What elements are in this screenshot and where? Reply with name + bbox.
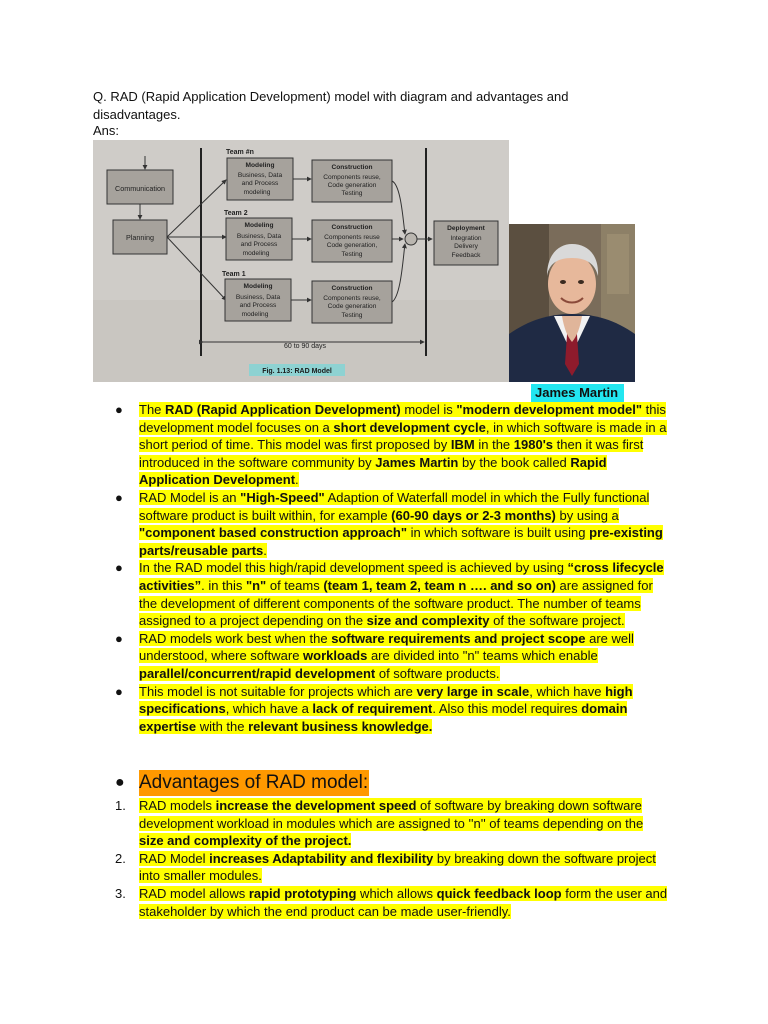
diagram-modeling-2-title: Modeling — [244, 222, 274, 229]
text-run: of the software project. — [489, 613, 625, 629]
advantages-list — [115, 797, 670, 920]
diagram-deployment-title: Deployment — [447, 225, 485, 232]
diagram-modeling-n-line2: and Process — [241, 180, 279, 187]
text-run: of software by breaking down software development workload in modules which are assigned to ''n'' of teams depending on the — [139, 798, 644, 831]
bold-text: very large in scale — [416, 683, 530, 699]
diagram-construction-n-line1: Components reuse, — [323, 174, 381, 181]
diagram-modeling-2-line3: modeling — [242, 250, 270, 257]
diagram-modeling-2-line1: Business, Data — [236, 233, 282, 240]
bullet-item — [115, 630, 670, 683]
text-run: then it was first introduced in the software community by — [139, 437, 644, 470]
text-run: . — [263, 542, 267, 558]
diagram-construction-n-line2: Code generation — [327, 182, 377, 189]
bold-text: domain expertise — [139, 701, 628, 734]
diagram-communication-label: Communication — [115, 184, 165, 193]
james-martin-portrait — [509, 224, 635, 382]
text-run: The — [139, 402, 166, 417]
rad-description-list — [115, 401, 670, 735]
bold-text: short development cycle — [333, 419, 486, 435]
text-run: are assigned for the development of different components of the software product. The number of teams assigned to a project depending on the — [139, 577, 653, 629]
text-run: by the book called — [458, 454, 571, 470]
text-run: RAD Model is an — [139, 489, 241, 505]
diagram-construction-2-title: Construction — [331, 224, 373, 231]
question-text: Q. RAD (Rapid Application Development) model with diagram and advantages and disadvantages. — [93, 89, 569, 122]
bullet-text — [139, 683, 670, 736]
diagram-construction-n-line3: Testing — [341, 190, 363, 197]
text-run: , which have a — [225, 701, 313, 717]
diagram-construction-n-title: Construction — [331, 164, 373, 171]
diagram-modeling-1-line2: and Process — [239, 302, 277, 309]
text-run: Adaption of Waterfall model in which the Fully functional software product is built within, for example — [139, 489, 650, 523]
diagram-deployment-line2: Delivery — [454, 243, 478, 250]
rad-model-diagram — [93, 140, 509, 382]
text-run: with the — [196, 718, 249, 734]
bullet-text — [139, 559, 670, 629]
bullet-item — [115, 683, 670, 736]
diagram-modeling-n-line1: Business, Data — [237, 172, 283, 179]
advantage-item — [115, 850, 670, 885]
bullet-item — [115, 489, 670, 559]
text-run: in the — [474, 437, 514, 453]
advantage-text — [139, 797, 670, 850]
text-run: model is — [400, 402, 457, 417]
advantage-text — [139, 850, 670, 885]
bold-text: software requirements and project scope — [331, 630, 586, 646]
diagram-construction-2-line2: Code generation, — [326, 242, 378, 249]
text-run: . Also this model requires — [432, 701, 582, 717]
bold-text: relevant business knowledge. — [248, 718, 433, 734]
text-run: , in which software is made in a short period of time. This model was first proposed by — [139, 419, 667, 453]
bold-text: size and complexity — [366, 613, 490, 629]
diagram-deployment-line1: Integration — [450, 235, 482, 242]
bold-text: Rapid Application Development — [139, 454, 607, 488]
bold-text: 1980's — [513, 437, 554, 453]
diagram-deployment-line3: Feedback — [451, 252, 481, 259]
text-run: of software products. — [375, 665, 500, 681]
advantages-title: Advantages of RAD model: — [139, 770, 369, 796]
advantage-item — [115, 885, 670, 920]
diagram-planning-label: Planning — [126, 233, 154, 242]
answer-label: Ans: — [93, 123, 120, 138]
diagram-modeling-1-title: Modeling — [243, 283, 273, 290]
diagram-team-2-label: Team 2 — [224, 210, 248, 217]
text-run: RAD models work best when the — [139, 630, 332, 646]
bold-text: “cross lifecycle activities” — [139, 560, 664, 593]
advantage-text — [139, 885, 670, 920]
diagram-modeling-n-line3: modeling — [243, 189, 271, 196]
bold-text: size and complexity of the project. — [139, 833, 352, 849]
bullet-marker-icon: ● — [115, 560, 123, 576]
bullet-item — [115, 401, 670, 489]
text-run: which allows — [356, 885, 437, 901]
diagram-modeling-1-line3: modeling — [241, 311, 269, 318]
bold-text: "n" — [245, 577, 267, 593]
text-run: form the user and stakeholder by which the end product can be made user-friendly. — [139, 885, 668, 919]
advantages-bullet-icon: ● — [115, 774, 125, 791]
diagram-modeling-2-line2: and Process — [240, 241, 278, 248]
text-run: RAD Model — [139, 850, 210, 866]
bold-text: quick feedback loop — [436, 885, 562, 901]
bold-text: increase the development speed — [215, 798, 417, 813]
diagram-team-1-label: Team 1 — [222, 271, 246, 278]
diagram-construction-1-title: Construction — [331, 285, 373, 292]
bold-text: "modern development model" — [456, 402, 643, 417]
diagram-construction-1-line3: Testing — [341, 312, 363, 319]
bullet-text — [139, 489, 670, 559]
diagram-construction-2-line1: Components reuse — [324, 234, 380, 241]
diagram-modeling-1-line1: Business, Data — [235, 294, 281, 301]
bold-text: IBM — [450, 437, 475, 453]
diagram-days-label: 60 to 90 days — [283, 343, 327, 350]
text-run: are divided into "n" teams which enable — [367, 648, 598, 664]
bold-text: "High-Speed" — [240, 489, 325, 505]
text-run: by breaking down the software project into smaller modules. — [139, 850, 656, 884]
bold-text: James Martin — [375, 454, 459, 470]
text-run: RAD model allows — [139, 885, 249, 901]
bullet-text — [139, 630, 670, 683]
diagram-construction-1-line1: Components reuse, — [323, 295, 381, 302]
portrait-caption: James Martin — [531, 384, 624, 402]
bullet-marker-icon: ● — [115, 489, 123, 505]
text-run: in which software is built using — [407, 525, 590, 541]
bold-text: RAD (Rapid Application Development) — [165, 402, 401, 417]
text-run: This model is not suitable for projects which are — [139, 683, 417, 699]
text-run: . — [295, 472, 299, 488]
bullet-marker-icon: ● — [115, 683, 123, 699]
bold-text: high specifications — [139, 683, 633, 717]
bold-text: workloads — [303, 648, 368, 664]
advantage-item — [115, 797, 670, 850]
text-run: by using a — [555, 507, 619, 523]
bold-text: (60-90 days or 2-3 months) — [391, 507, 556, 523]
text-run: of teams — [266, 577, 324, 593]
bold-text: pre-existing parts/reusable parts — [139, 525, 663, 558]
text-run: are well understood, where software — [139, 630, 634, 664]
bold-text: "component based construction approach" — [139, 525, 408, 541]
bold-text: (team 1, team 2, team n …. and so on) — [323, 577, 556, 593]
text-run: this development model focuses on a — [139, 402, 666, 435]
bold-text: parallel/concurrent/rapid development — [139, 665, 376, 681]
text-run: . in this — [201, 577, 246, 593]
bold-text: rapid prototyping — [248, 885, 357, 901]
bullet-item — [115, 559, 670, 629]
advantage-number: 2. — [115, 850, 126, 866]
bold-text: lack of requirement — [312, 701, 433, 717]
bullet-marker-icon: ● — [115, 630, 123, 646]
bold-text: increases Adaptability and flexibility — [209, 850, 434, 866]
text-run: In the RAD model this high/rapid development speed is achieved by using — [139, 560, 568, 576]
advantage-number: 1. — [115, 798, 126, 813]
bullet-text — [139, 401, 670, 489]
text-run: , which have — [529, 683, 606, 699]
diagram-construction-1-line2: Code generation — [327, 303, 377, 310]
diagram-team-n-label: Team #n — [226, 149, 254, 156]
bullet-marker-icon: ● — [115, 402, 123, 417]
text-run: RAD models — [139, 798, 216, 813]
diagram-construction-2-line3: Testing — [341, 251, 363, 258]
diagram-modeling-n-title: Modeling — [245, 162, 275, 169]
advantage-number: 3. — [115, 885, 126, 901]
diagram-figure-caption: Fig. 1.13: RAD Model — [262, 368, 332, 375]
